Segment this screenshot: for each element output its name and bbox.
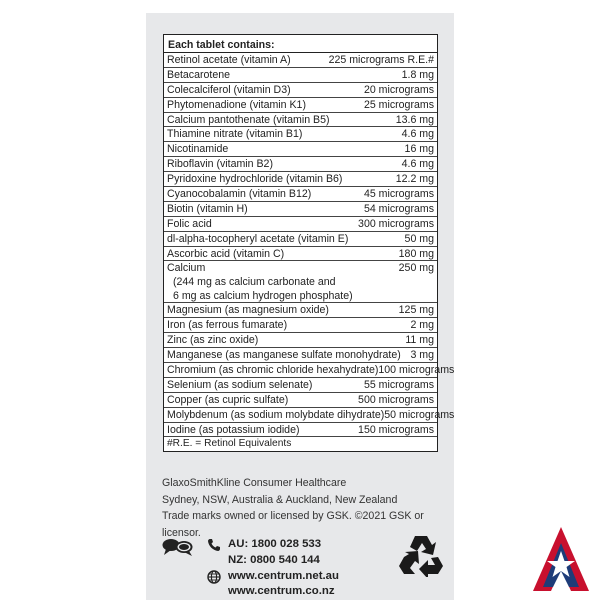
table-heading: Each tablet contains: xyxy=(164,35,437,53)
website-nz: www.centrum.co.nz xyxy=(228,585,335,597)
row-name: Folic acid xyxy=(167,217,212,230)
row-name: Thiamine nitrate (vitamin B1) xyxy=(167,128,303,141)
row-name: Ascorbic acid (vitamin C) xyxy=(167,247,285,260)
package-panel xyxy=(146,13,454,600)
table-row xyxy=(164,98,437,113)
row-value: 50 mg xyxy=(404,232,434,245)
star-badge-icon xyxy=(531,525,591,593)
row-value: 11 mg xyxy=(405,334,434,347)
row-value: 2 mg xyxy=(410,319,434,332)
row-name: Iodine (as potassium iodide) xyxy=(167,423,300,436)
table-row xyxy=(164,68,437,83)
table-row xyxy=(164,217,437,232)
company-name: GlaxoSmithKline Consumer Healthcare xyxy=(162,477,347,489)
row-value: 54 micrograms xyxy=(363,202,434,215)
row-value: 13.6 mg xyxy=(395,113,434,126)
row-note: 6 mg as calcium hydrogen phosphate) xyxy=(173,290,353,303)
table-row-calcium xyxy=(164,261,437,303)
row-value: 125 mg xyxy=(398,304,434,317)
row-value: 1.8 mg xyxy=(401,68,434,81)
row-name: Calcium xyxy=(167,262,206,275)
table-row xyxy=(164,142,437,157)
table-row xyxy=(164,202,437,217)
row-value: 250 mg xyxy=(398,262,434,275)
row-name: Biotin (vitamin H) xyxy=(167,202,248,215)
table-row xyxy=(164,172,437,187)
row-value: 25 micrograms xyxy=(363,98,434,111)
row-name: Colecalciferol (vitamin D3) xyxy=(167,83,291,96)
table-row xyxy=(164,157,437,172)
row-value: 20 micrograms xyxy=(363,83,434,96)
table-row xyxy=(164,247,437,262)
table-row xyxy=(164,363,454,378)
row-value: 50 micrograms xyxy=(384,408,454,421)
row-value: 4.6 mg xyxy=(401,158,434,171)
table-row xyxy=(164,378,437,393)
row-name: Chromium (as chromic chloride hexahydrate) xyxy=(167,364,379,377)
table-row xyxy=(164,393,437,408)
row-value: 225 micrograms R.E.# xyxy=(328,54,434,66)
row-name: Selenium (as sodium selenate) xyxy=(167,378,313,391)
table-row xyxy=(164,113,437,128)
table-row xyxy=(164,127,437,142)
table-row xyxy=(164,303,437,318)
recycle-icon xyxy=(398,533,444,577)
website-au: www.centrum.net.au xyxy=(228,570,339,582)
table-row xyxy=(164,348,437,363)
company-location: Sydney, NSW, Australia & Auckland, New Zealand xyxy=(162,493,398,506)
row-name: Riboflavin (vitamin B2) xyxy=(167,158,273,171)
nutrition-table xyxy=(163,34,454,452)
row-name: Molybdenum (as sodium molybdate dihydrate) xyxy=(167,408,385,421)
globe-icon xyxy=(207,570,221,584)
trademark-notice: Trade marks owned or licensed by GSK. ©2021 GSK or licensor. xyxy=(162,510,424,539)
row-value: 300 micrograms xyxy=(358,217,434,230)
row-value: 500 micrograms xyxy=(358,393,434,406)
row-value: 180 mg xyxy=(398,247,434,260)
table-row xyxy=(164,318,437,333)
row-value: 12.2 mg xyxy=(395,173,434,186)
row-name: Retinol acetate (vitamin A) xyxy=(167,54,291,66)
row-name: Phytomenadione (vitamin K1) xyxy=(167,98,306,111)
row-name: Copper (as cupric sulfate) xyxy=(167,393,289,406)
table-footnote: #R.E. = Retinol Equivalents xyxy=(167,438,292,450)
table-row xyxy=(164,408,454,423)
table-row xyxy=(164,53,437,68)
phone-au: AU: 1800 028 533 xyxy=(228,538,322,550)
row-name: dl-alpha-tocopheryl acetate (vitamin E) xyxy=(167,232,349,245)
row-name: Betacarotene xyxy=(167,68,231,81)
table-row xyxy=(164,187,437,202)
row-name: Iron (as ferrous fumarate) xyxy=(167,319,288,332)
row-name: Calcium pantothenate (vitamin B5) xyxy=(167,113,330,126)
table-row xyxy=(164,83,437,98)
row-name: Manganese (as manganese sulfate monohydrate) xyxy=(167,349,401,362)
row-name: Nicotinamide xyxy=(167,143,229,156)
row-value: 100 micrograms xyxy=(378,364,454,377)
phone-nz: NZ: 0800 540 144 xyxy=(228,554,320,566)
row-name: Pyridoxine hydrochloride (vitamin B6) xyxy=(167,173,343,186)
phone-icon xyxy=(207,538,221,552)
row-value: 45 micrograms xyxy=(363,188,434,201)
table-row xyxy=(164,232,437,247)
row-name: Cyanocobalamin (vitamin B12) xyxy=(167,188,312,201)
row-value: 4.6 mg xyxy=(401,128,434,141)
row-note: (244 mg as calcium carbonate and xyxy=(173,276,336,289)
table-row xyxy=(164,333,437,348)
row-name: Magnesium (as magnesium oxide) xyxy=(167,304,329,317)
row-name: Zinc (as zinc oxide) xyxy=(167,334,259,347)
chat-bubbles-icon xyxy=(162,537,194,557)
row-value: 16 mg xyxy=(404,143,434,156)
row-value: 150 micrograms xyxy=(358,423,434,436)
table-row xyxy=(164,423,437,438)
row-value: 55 micrograms xyxy=(363,378,434,391)
company-info xyxy=(162,475,454,541)
row-value: 3 mg xyxy=(410,349,434,362)
